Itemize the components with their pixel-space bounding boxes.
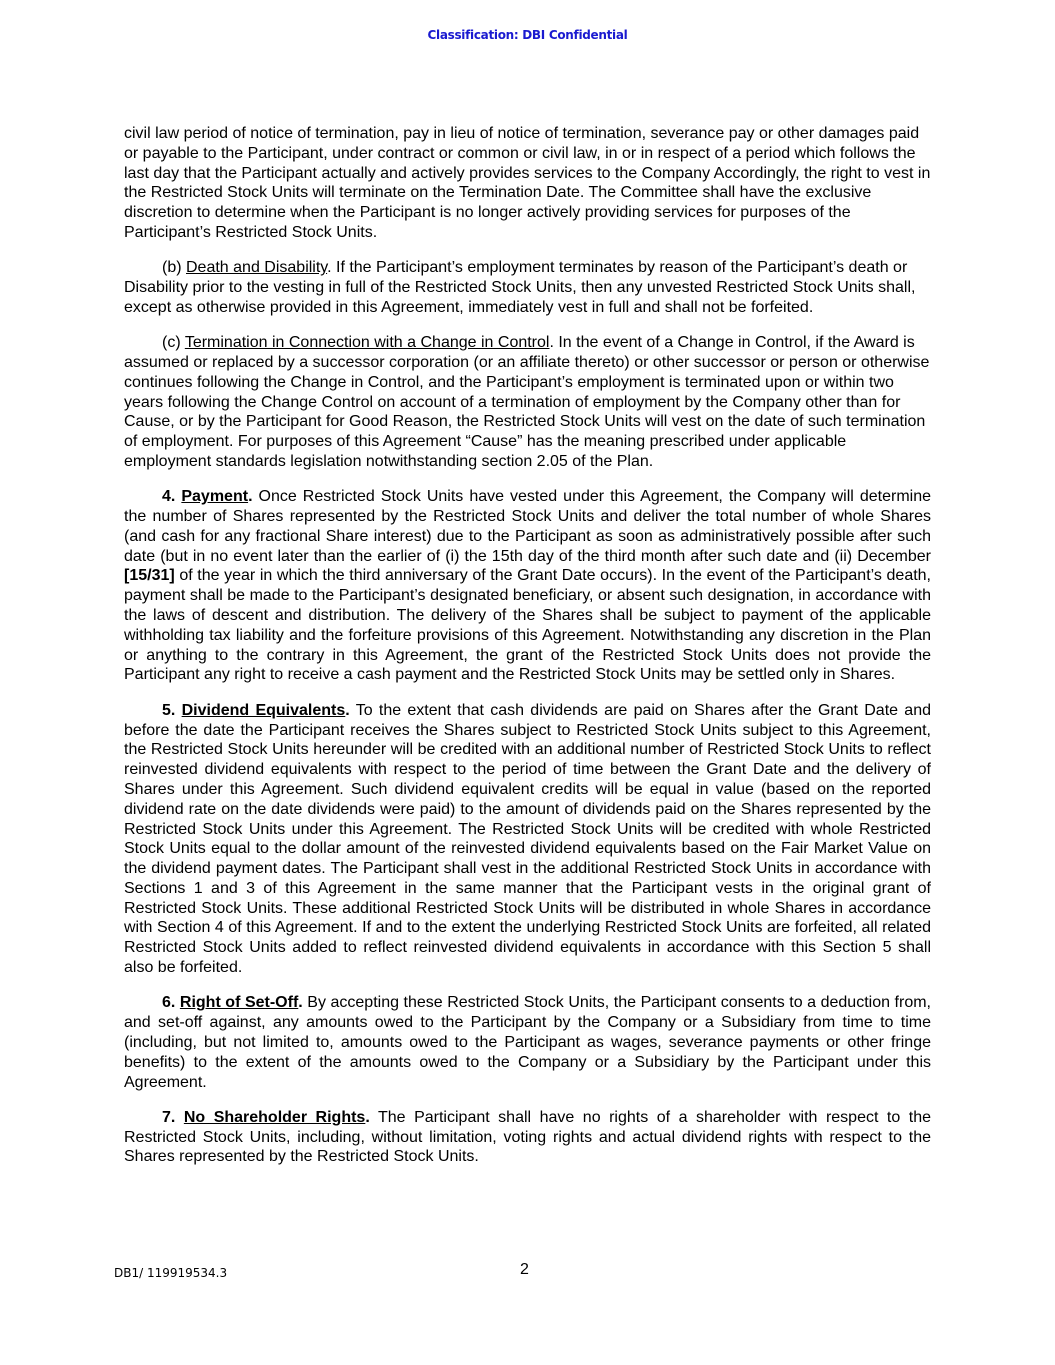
document-body bbox=[124, 124, 931, 1183]
paragraph-termination-continued: civil law period of notice of termination, pay in lieu of notice of termination, severance pay or other damages paid or payable to the Participant, under contract or common or civil law, in or in respect of a period which follows the last day that the Participant actually and actively provides services to the Company Accordingly, the right to vest in the Restricted Stock Units will terminate on the Termination Date. The Committee shall have the exclusive discretion to determine when the Participant is no longer actively providing services for purposes of the Participant’s Restricted Stock Units. bbox=[124, 125, 931, 241]
section-text: Once Restricted Stock Units have vested under this Agreement, the Company will determine the number of Shares represented by the Restricted Stock Units and deliver the total number of whole Shares (and cash for any fractional Share interest) due to the Participant as soon as administratively possible after such date (but in no event later than the earlier of (i) the 15th day of the third month after such date and (ii) December bbox=[124, 488, 931, 565]
section-title-period: . bbox=[298, 994, 303, 1012]
section-number: 4. bbox=[162, 488, 182, 506]
section-4-payment bbox=[124, 487, 931, 685]
paragraph-change-in-control bbox=[124, 333, 931, 472]
section-title-period: . bbox=[345, 701, 350, 719]
section-title-period: . bbox=[365, 1108, 370, 1126]
section-text: To the extent that cash dividends are paid on Shares after the Grant Date and before the date the Participant receives the Shares subject to Restricted Stock Units subject to this Agreement, the Restricted Stock Units hereunder will be credited with an additional number of Restricted Stock Units to reflect reinvested dividend equivalents with respect to the period of time between the Grant Date and the delivery of Shares under this Agreement. Such dividend equivalent credits will be equal in value (based on the reported dividend rate on the date dividends were paid) to the amount of dividends paid on the Shares represented by the Restricted Stock Units under this Agreement. The Restricted Stock Units will be credited with whole Restricted Stock Units equal to the dollar amount of the reinvested dividend equivalents based on the Fair Market Value on the dividend payment dates. The Participant shall vest in the additional Restricted Stock Units in accordance with Sections 1 and 3 of this Agreement in the same manner that the Participant vests in the original grant of Restricted Stock Units. These additional Restricted Stock Units will be distributed in whole Shares in accordance with Section 4 of this Agreement. If and to the extent the underlying Restricted Stock Units are forfeited, all related Restricted Stock Units added to reflect reinvested dividend equivalents in accordance with this Section 5 shall also be forfeited. bbox=[124, 701, 932, 977]
section-title-period: . bbox=[248, 488, 253, 506]
section-title: Dividend Equivalents bbox=[181, 701, 346, 719]
clause-number: (c) bbox=[162, 334, 185, 352]
section-6-right-of-set-off bbox=[124, 993, 931, 1092]
section-text: The Participant shall have no rights of a shareholder with respect to the Restricted Stock Units, including, without limitation, voting rights and actual dividend rights with respect to the Shares represented by the Restricted Stock Units. bbox=[124, 1108, 932, 1166]
section-title: Payment bbox=[181, 488, 249, 506]
document-id: DB1/ 119919534.3 bbox=[114, 1266, 228, 1280]
bracketed-date: [15/31] bbox=[124, 567, 175, 585]
section-7-no-shareholder-rights bbox=[124, 1108, 931, 1167]
section-number: 7. bbox=[162, 1108, 184, 1126]
clause-text: . If the Participant’s employment terminates by reason of the Participant’s death or Disability prior to the vesting in full of the Restricted Stock Units, then any unvested Restricted Stock Units shall, except as otherwise provided in this Agreement, immediately vest in full and shall not be forfeited. bbox=[124, 259, 916, 316]
classification-header: Classification: DBI Confidential bbox=[427, 28, 628, 42]
section-number: 5. bbox=[162, 701, 182, 719]
section-title: No Shareholder Rights bbox=[183, 1108, 366, 1126]
section-text: By accepting these Restricted Stock Units, the Participant consents to a deduction from, and set-off against, any amounts owed to the Participant by the Company or a Subsidiary from time to time (including, but not limited to, amounts owed to the Participant as wages, severance payments or other fringe benefits) to the extent of the amounts owed to the Company or a Subsidiary by the Participant under this Agreement. bbox=[124, 994, 931, 1091]
paragraph-death-disability bbox=[124, 258, 931, 317]
page-number: 2 bbox=[520, 1261, 529, 1278]
clause-number: (b) bbox=[162, 259, 186, 277]
section-title: Right of Set-Off bbox=[179, 994, 299, 1012]
section-text: of the year in which the third anniversary of the Grant Date occurs). In the event of the Participant’s death, payment shall be made to the Participant’s designated beneficiary, or absent such designation, in accordance with the laws of descent and distribution. The delivery of the Shares shall be subject to payment of the applicable withholding tax liability and the forfeiture provisions of this Agreement. Notwithstanding any discretion in the Plan or anything to the contrary in this Agreement, the grant of the Restricted Stock Units does not provide the Participant any right to receive a cash payment and the Restricted Stock Units may be settled only in Shares. bbox=[124, 567, 931, 684]
clause-title: Termination in Connection with a Change in Control bbox=[184, 334, 550, 352]
section-5-dividend-equivalents bbox=[124, 701, 931, 978]
clause-title: Death and Disability bbox=[186, 259, 328, 277]
section-number: 6. bbox=[162, 994, 180, 1012]
clause-text: . In the event of a Change in Control, if the Award is assumed or replaced by a successor corporation (or an affiliate thereto) or other successor or person or otherwise continues following the Change in Control, and the Participant’s employment is terminated upon or within two years following the Change Control on account of a termination of employment by the Company other than for Cause, or by the Participant for Good Reason, the Restricted Stock Units will vest on the date of such termination of employment. For purposes of this Agreement “Cause” has the meaning prescribed under applicable employment standards legislation notwithstanding section 2.05 of the Plan. bbox=[124, 334, 930, 470]
